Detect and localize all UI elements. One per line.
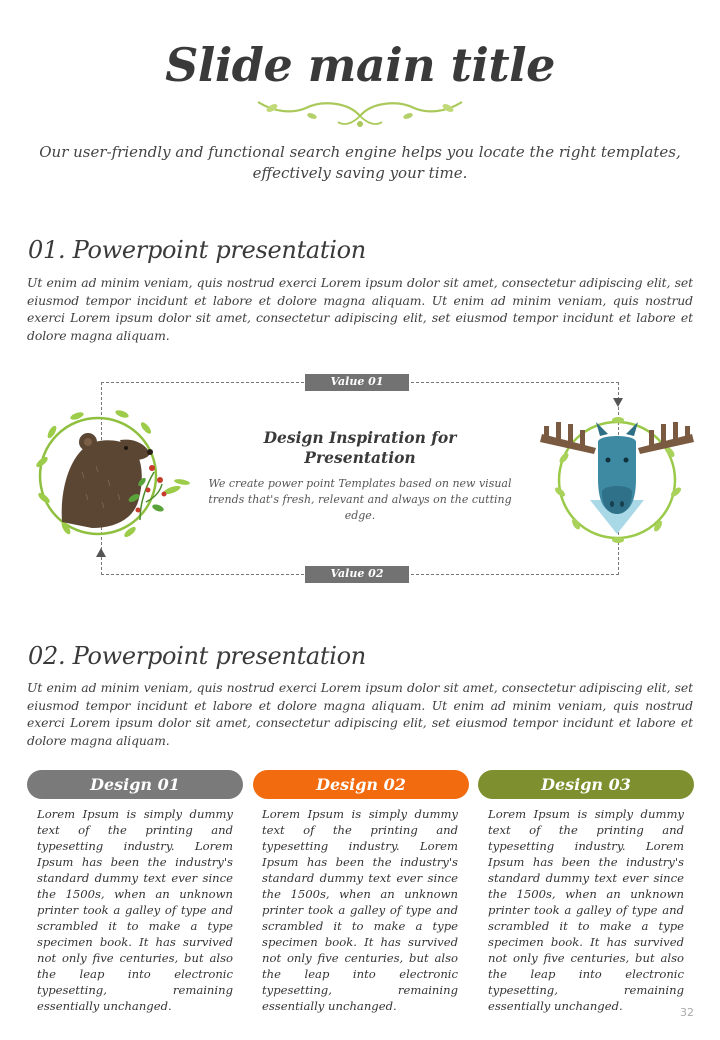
- value-bottom-label: Value 02: [305, 566, 409, 583]
- design-03-text: Lorem Ipsum is simply dummy text of the printing and typesetting industry. Lorem Ipsum has been the industry's standard dummy text ever since the 1500s, when an unknown printer took a galley of type and scrambled it to make a type specimen book. It has survived not only five centuries, but also the leap into electronic typesetting, remaining essentially unchanged.: [488, 807, 684, 1013]
- arrow-down-icon: [613, 398, 623, 407]
- section1-heading: 01. Powerpoint presentation: [28, 236, 366, 264]
- value-top-label: Value 01: [305, 374, 409, 391]
- bear-illustration-icon: [22, 402, 192, 547]
- subtitle: Our user-friendly and functional search engine helps you locate the right templates, effectively saving your time.: [39, 143, 681, 182]
- section2-body: Ut enim ad minim veniam, quis nostrud exerci Lorem ipsum dolor sit amet, consectetur adipiscing elit, set eiusmod tempor incidunt et labore et dolore magna aliquam. Ut enim ad minim veniam, quis nostrud exerci Lorem ipsum dolor sit amet, consectetur adipiscing elit, set eiusmod tempor incidunt et labore et dolore magna aliquam.: [27, 680, 693, 748]
- cycle-center-text: We create power point Templates based on new visual trends that's fresh, relevant and always on the cutting edge.: [208, 477, 512, 522]
- design-02-text: Lorem Ipsum is simply dummy text of the printing and typesetting industry. Lorem Ipsum has been the industry's standard dummy text ever since the 1500s, when an unknown printer took a galley of type and scrambled it to make a type specimen book. It has survived not only five centuries, but also the leap into electronic typesetting, remaining essentially unchanged.: [262, 807, 458, 1013]
- design-01-pill: Design 01: [27, 770, 243, 799]
- vine-ornament-icon: [252, 94, 468, 130]
- cycle-center-title: Design Inspiration for Presentation: [263, 428, 457, 467]
- design-01-text: Lorem Ipsum is simply dummy text of the printing and typesetting industry. Lorem Ipsum has been the industry's standard dummy text ever since the 1500s, when an unknown printer took a galley of type and scrambled it to make a type specimen book. It has survived not only five centuries, but also the leap into electronic typesetting, remaining essentially unchanged.: [37, 807, 233, 1013]
- arrow-up-icon: [96, 548, 106, 557]
- design-02-pill: Design 02: [253, 770, 469, 799]
- moose-illustration-icon: [536, 408, 698, 546]
- section2-heading: 02. Powerpoint presentation: [28, 642, 366, 670]
- page-title: Slide main title: [165, 38, 555, 92]
- design-03-pill: Design 03: [478, 770, 694, 799]
- page-number: 32: [680, 1006, 694, 1019]
- section1-body: Ut enim ad minim veniam, quis nostrud exerci Lorem ipsum dolor sit amet, consectetur adipiscing elit, set eiusmod tempor incidunt et labore et dolore magna aliquam. Ut enim ad minim veniam, quis nostrud exerci Lorem ipsum dolor sit amet, consectetur adipiscing elit, set eiusmod tempor incidunt et labore et dolore magna aliquam.: [27, 275, 693, 343]
